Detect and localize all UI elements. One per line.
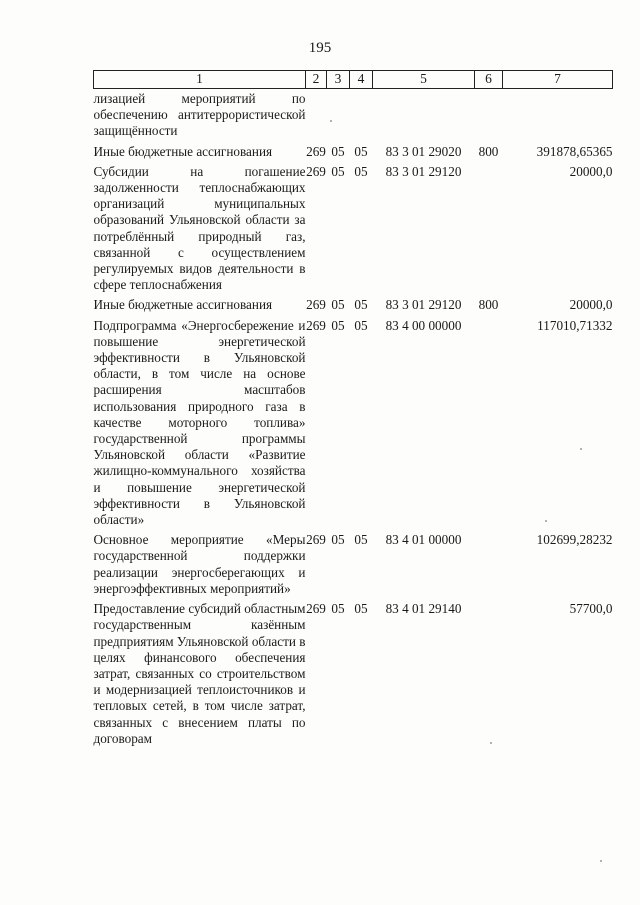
cell-target-article: 83 4 01 29140 bbox=[385, 601, 462, 617]
cell-subsection: 05 bbox=[354, 163, 368, 179]
cell-expense-type bbox=[475, 89, 503, 142]
column-header: 1 bbox=[94, 71, 306, 89]
cell-section: 05 bbox=[331, 601, 345, 617]
cell-ministry: 269 bbox=[306, 297, 326, 313]
column-header: 4 bbox=[350, 71, 373, 89]
cell-section: 05 bbox=[331, 532, 345, 548]
cell-section: 05 bbox=[331, 143, 345, 159]
item-name: Подпрограмма «Энергосбережение и повышение энергетической эффективности в Ульяновской области, в том числе на основе расширения масштабов использования природного газа в качестве моторного топлива» государственной программы Ульяновской области «Развитие жилищно-коммунального хозяйства и повышение энергетической эффективности в Ульяновской области» bbox=[93, 317, 306, 528]
cell-target-article: 83 3 01 29120 bbox=[385, 297, 462, 313]
page-number: 195 bbox=[308, 40, 332, 56]
cell-expense-type: 800 bbox=[478, 143, 499, 159]
cell-target-article: 83 4 00 00000 bbox=[385, 317, 462, 333]
scan-speck bbox=[600, 860, 602, 862]
column-header: 3 bbox=[327, 71, 350, 89]
cell-section: 05 bbox=[331, 317, 345, 333]
scan-speck bbox=[545, 520, 547, 522]
cell-amount: 20000,0 bbox=[569, 163, 613, 179]
table-row bbox=[94, 162, 613, 296]
cell-section bbox=[327, 89, 350, 142]
scan-speck bbox=[490, 742, 492, 744]
cell-target-article: 83 3 01 29020 bbox=[385, 143, 462, 159]
table-row bbox=[94, 316, 613, 531]
cell-subsection: 05 bbox=[354, 143, 368, 159]
item-name: Иные бюджетные ассигнования bbox=[93, 143, 273, 159]
cell-amount: 117010,71332 bbox=[537, 317, 613, 333]
cell-ministry: 269 bbox=[306, 532, 326, 548]
cell-expense-type bbox=[475, 162, 503, 296]
cell-expense-type bbox=[475, 530, 503, 599]
cell-ministry: 269 bbox=[306, 601, 326, 617]
cell-subsection bbox=[350, 89, 373, 142]
cell-target-article bbox=[373, 89, 475, 142]
item-name: Предоставление субсидий областным государственным казённым предприятиям Ульяновской области в целях финансового обеспечения затрат, связанных со строительством и модернизацией теплоисточников и тепловых сетей, в том числе затрат, связанных с внесением платы по договорам bbox=[93, 601, 306, 746]
table-row bbox=[94, 142, 613, 162]
cell-section: 05 bbox=[331, 297, 345, 313]
item-name: Субсидии на погашение задолженности теплоснабжающих организаций муниципальных образований Ульяновской области за потреблённый природный газ, связанной с осуществлением регулируемых видов деятельности в сфере теплоснабжения bbox=[93, 163, 306, 293]
column-header: 2 bbox=[306, 71, 327, 89]
cell-ministry: 269 bbox=[306, 317, 326, 333]
item-name: лизацией мероприятий по обеспечению антитеррористической защищённости bbox=[93, 91, 306, 139]
cell-ministry bbox=[306, 89, 327, 142]
cell-ministry: 269 bbox=[306, 143, 326, 159]
cell-ministry: 269 bbox=[306, 163, 326, 179]
column-header: 6 bbox=[475, 71, 503, 89]
scan-speck bbox=[580, 448, 582, 450]
table-row bbox=[94, 295, 613, 315]
column-header: 7 bbox=[503, 71, 613, 89]
table-row bbox=[94, 599, 613, 749]
cell-expense-type: 800 bbox=[478, 297, 499, 313]
cell-target-article: 83 4 01 00000 bbox=[385, 532, 462, 548]
cell-amount: 102699,28232 bbox=[536, 532, 613, 548]
item-name: Иные бюджетные ассигнования bbox=[93, 297, 273, 313]
item-name: Основное мероприятие «Меры государственной поддержки реализации энергосберегающих и энергоэффективных мероприятий» bbox=[93, 532, 306, 596]
cell-amount: 391878,65365 bbox=[536, 143, 613, 159]
table-row bbox=[94, 530, 613, 599]
cell-subsection: 05 bbox=[354, 532, 368, 548]
cell-target-article: 83 3 01 29120 bbox=[385, 163, 462, 179]
cell-expense-type bbox=[475, 316, 503, 531]
cell-amount: 57700,0 bbox=[569, 601, 613, 617]
cell-subsection: 05 bbox=[354, 317, 368, 333]
header-row bbox=[94, 71, 613, 89]
budget-table bbox=[93, 70, 613, 749]
cell-section: 05 bbox=[331, 163, 345, 179]
cell-subsection: 05 bbox=[354, 601, 368, 617]
cell-subsection: 05 bbox=[354, 297, 368, 313]
cell-expense-type bbox=[475, 599, 503, 749]
scan-speck bbox=[330, 120, 332, 122]
column-header: 5 bbox=[373, 71, 475, 89]
table-row bbox=[94, 89, 613, 142]
cell-amount: 20000,0 bbox=[569, 297, 613, 313]
cell-amount bbox=[503, 89, 613, 142]
